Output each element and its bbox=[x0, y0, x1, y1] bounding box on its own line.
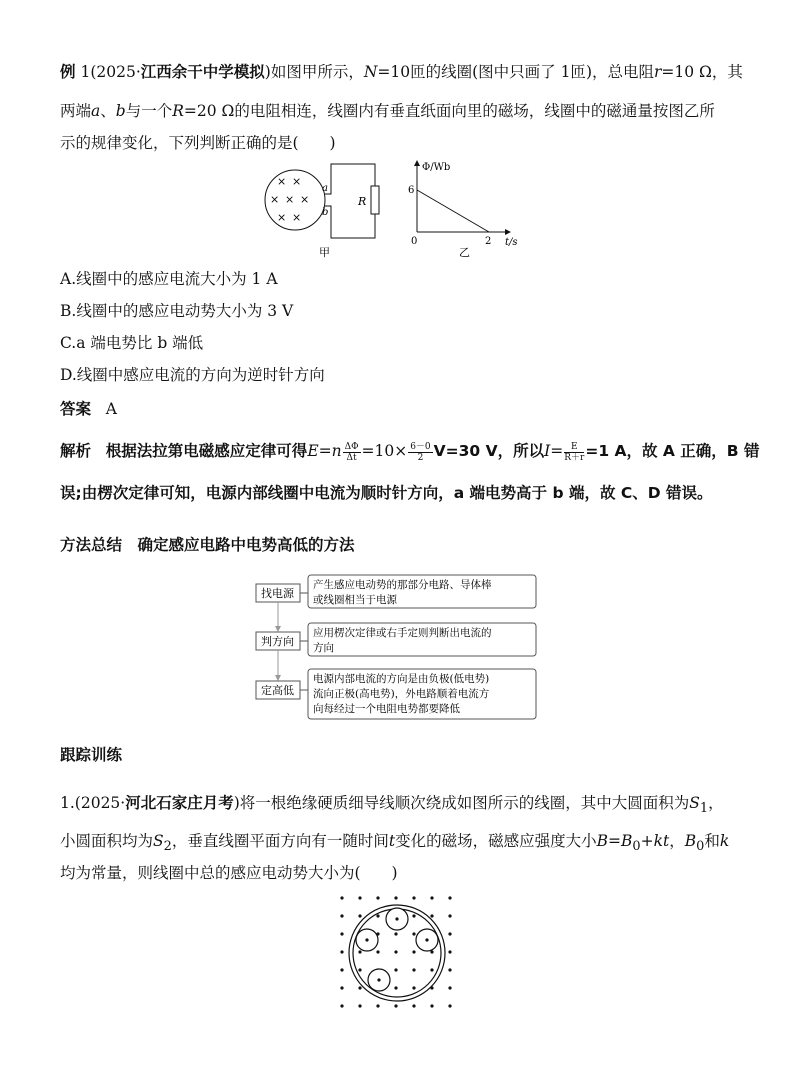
field-cross-7: × bbox=[292, 211, 302, 224]
flux-time-graph bbox=[408, 160, 518, 259]
flow-step-2 bbox=[256, 623, 536, 656]
example-source: 江西余干中学模拟 bbox=[140, 63, 265, 81]
x-axis-label: t/s bbox=[505, 237, 518, 248]
small-loop-bottom bbox=[368, 969, 390, 991]
resistor-R bbox=[371, 186, 379, 214]
field-dot bbox=[412, 914, 415, 917]
y-arrow bbox=[414, 160, 420, 166]
field-dot bbox=[358, 896, 361, 899]
method-title: 方法总结 确定感应电路中电势高低的方法 bbox=[60, 536, 355, 554]
coil-figure bbox=[334, 890, 460, 1016]
field-dot bbox=[412, 932, 415, 935]
option-a: A.线圈中的感应电流大小为 1 A bbox=[60, 270, 278, 288]
field-dot bbox=[340, 914, 343, 917]
field-dot bbox=[448, 932, 451, 935]
answer-label: 答案 bbox=[60, 400, 92, 418]
tick-y-6: 6 bbox=[408, 185, 415, 196]
tick-x-2: 2 bbox=[485, 236, 492, 247]
example-line-1: 例 1(2025·江西余干中学模拟)如图甲所示，N=10匝的线圈(图中只画了 1匝)，总电阻r=10 Ω，其 bbox=[60, 63, 743, 81]
field-dot bbox=[340, 950, 343, 953]
flux-line bbox=[417, 190, 489, 232]
analysis-line-2: 误;由楞次定律可知，电源内部线圈中电流为顺时针方向，a 端电势高于 b 端，故 C、D 错误。 bbox=[60, 484, 713, 502]
label-jia: 甲 bbox=[319, 246, 330, 259]
method-flowchart bbox=[255, 574, 540, 722]
fraction-E-over-Rr: $\frac{E}{R+r}$ bbox=[564, 441, 585, 463]
field-dot bbox=[448, 950, 451, 953]
x-arrow bbox=[505, 229, 511, 235]
step-text-3b: 流向正极(高电势)，外电路顺着电流方 bbox=[313, 688, 490, 700]
tick-x-0: 0 bbox=[411, 236, 418, 247]
field-dot bbox=[430, 1004, 433, 1007]
figure-circuit-and-graph bbox=[255, 160, 545, 265]
field-dot bbox=[340, 896, 343, 899]
field-dot bbox=[412, 896, 415, 899]
analysis-line-1: 解析 根据法拉第电磁感应定律可得E=n $\frac{\Delta\Phi}{\Delta t}$ =10× $\frac{6-0}{2}$ V=30 V，所以I= $\frac{E}{R+r}$ =1 A，故 A 正确，B 错 bbox=[60, 441, 760, 463]
step-text-1b: 或线圈相当于电源 bbox=[313, 594, 397, 606]
field-dot bbox=[340, 1004, 343, 1007]
field-dot bbox=[376, 896, 379, 899]
example-line-3: 示的规律变化，下列判断正确的是( ) bbox=[60, 134, 336, 152]
label-b: b bbox=[322, 207, 329, 218]
answer-value: A bbox=[105, 400, 117, 418]
field-dot bbox=[430, 896, 433, 899]
step-label-2: 判方向 bbox=[261, 635, 294, 648]
field-dot bbox=[394, 950, 397, 953]
training-line-2: 小圆面积均为$S_2$，垂直线圈平面方向有一随时间t变化的磁场，磁感应强度大小$B=B_0+kt$，$B_0$和k bbox=[60, 832, 730, 855]
field-dot bbox=[394, 932, 397, 935]
field-dot bbox=[340, 932, 343, 935]
field-dot bbox=[376, 950, 379, 953]
flow-step-1 bbox=[256, 575, 536, 608]
training-title: 跟踪训练 bbox=[60, 746, 123, 764]
field-cross-6: × bbox=[277, 211, 287, 224]
field-dot bbox=[376, 1004, 379, 1007]
field-dot bbox=[340, 986, 343, 989]
small-loop-left bbox=[356, 929, 378, 951]
label-a: a bbox=[322, 183, 328, 194]
step-text-1a: 产生感应电动势的那部分电路、导体棒 bbox=[313, 579, 492, 591]
field-dot bbox=[394, 986, 397, 989]
training-line-1: 1.(2025·河北石家庄月考)将一根绝缘硬质细导线顺次绕成如图所示的线圈，其中大圆面积为$S_1$， bbox=[60, 794, 724, 817]
field-dot bbox=[448, 896, 451, 899]
field-dot bbox=[358, 986, 361, 989]
step-text-3c: 向每经过一个电阻电势都要降低 bbox=[313, 703, 460, 715]
analysis-label: 解析 bbox=[60, 442, 92, 460]
field-dot bbox=[358, 1004, 361, 1007]
field-dot bbox=[376, 914, 379, 917]
flow-step-3 bbox=[256, 669, 536, 719]
field-cross-5: × bbox=[300, 193, 310, 206]
field-dot bbox=[412, 986, 415, 989]
field-dot bbox=[448, 1004, 451, 1007]
field-cross-2: × bbox=[292, 175, 302, 188]
example-label: 例 bbox=[60, 63, 76, 81]
question-number: 1. bbox=[60, 794, 75, 812]
field-dot bbox=[448, 968, 451, 971]
step-text-2b: 方向 bbox=[313, 642, 334, 654]
field-dot bbox=[358, 968, 361, 971]
lead-wire-top bbox=[324, 164, 375, 194]
field-dot bbox=[412, 950, 415, 953]
training-line-3: 均为常量，则线圈中总的感应电动势大小为( ) bbox=[60, 864, 398, 882]
small-loop-right bbox=[416, 929, 438, 951]
field-cross-4: × bbox=[285, 193, 295, 206]
field-dot bbox=[340, 968, 343, 971]
field-cross-3: × bbox=[270, 193, 280, 206]
step-text-3a: 电源内部电流的方向是由负极(低电势) bbox=[313, 673, 490, 685]
field-dot bbox=[412, 968, 415, 971]
field-dot bbox=[430, 914, 433, 917]
example-line-2: 两端a、b与一个R=20 Ω的电阻相连，线圈内有垂直纸面向里的磁场，线圈中的磁通量按图乙所 bbox=[60, 102, 715, 120]
label-yi: 乙 bbox=[459, 246, 470, 259]
step-label-1: 找电源 bbox=[261, 587, 294, 600]
question-source: 河北石家庄月考 bbox=[125, 794, 234, 812]
field-dot bbox=[448, 986, 451, 989]
field-dot bbox=[448, 914, 451, 917]
field-dot bbox=[430, 968, 433, 971]
field-dot bbox=[394, 1004, 397, 1007]
field-dot bbox=[358, 950, 361, 953]
option-d: D.线圈中感应电流的方向为逆时针方向 bbox=[60, 366, 325, 384]
y-axis-label: Φ/Wb bbox=[422, 162, 451, 173]
fraction-6-0-over-2: $\frac{6-0}{2}$ bbox=[410, 441, 431, 463]
field-dot bbox=[394, 968, 397, 971]
option-b: B.线圈中的感应电动势大小为 3 V bbox=[60, 302, 294, 320]
fraction-dphi-dt: $\frac{\Delta\Phi}{\Delta t}$ bbox=[344, 441, 359, 463]
answer-line bbox=[60, 399, 736, 419]
example-number: 1 bbox=[80, 63, 91, 81]
field-cross-1: × bbox=[277, 175, 287, 188]
field-dot bbox=[412, 1004, 415, 1007]
step-label-3: 定高低 bbox=[261, 684, 294, 697]
option-c: C.a 端电势比 b 端低 bbox=[60, 334, 204, 352]
label-R: R bbox=[358, 195, 367, 208]
field-dot bbox=[394, 896, 397, 899]
small-loop-top bbox=[386, 908, 408, 930]
step-text-2a: 应用楞次定律或右手定则判断出电流的 bbox=[313, 627, 492, 639]
lead-wire-bottom bbox=[324, 206, 375, 238]
field-dot bbox=[358, 914, 361, 917]
coil-circuit-diagram bbox=[265, 164, 379, 259]
